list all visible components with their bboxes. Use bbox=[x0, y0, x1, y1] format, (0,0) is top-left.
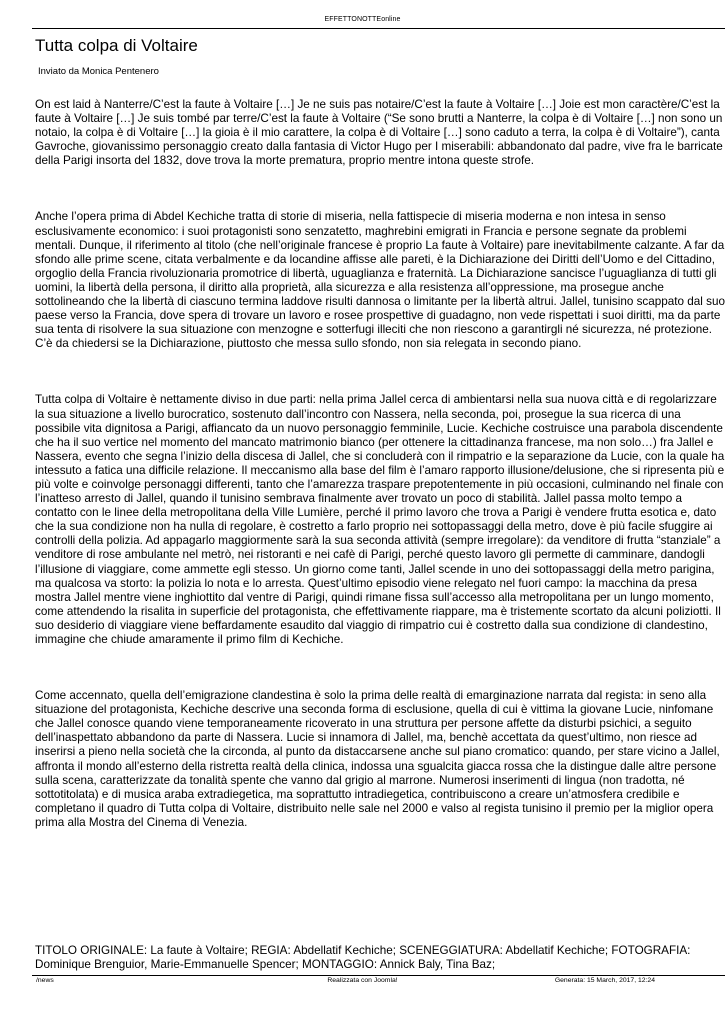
article-byline: Inviato da Monica Pentenero bbox=[38, 66, 159, 77]
footer-generated-date: Generata: 15 March, 2017, 12:24 bbox=[554, 977, 655, 984]
article-paragraph-2: Anche l’opera prima di Abdel Kechiche tratta di storie di miseria, nella fattispecie di miseria moderna e non intesa in senso esclusivamente economico: i suoi protagonisti sono senzatetto, maghrebini emigrati in Francia e persone segnate da problemi mentali. Dunque, il riferimento al titolo (che nell’originale francese è proprio La faute à Voltaire) pare inevitabilmente calzante. A far da sfondo alle prime scene, citata verbalmente e da locandine affisse alle pareti, è la Dichiarazione dei Diritti dell’Uomo e del Cittadino, orgoglio della Francia rivoluzionaria promotrice di libertà, uguaglianza e fraternità. La Dichiarazione sancisce l’uguaglianza di tutti gli uomini, la libertà della persona, il diritto alla proprietà, alla sicurezza e alla resistenza all’oppressione, ma prosegue anche sottolineando che la libertà di ciascuno termina laddove risulti dannosa o limitante per la libertà altrui. Jallel, tunisino scappato dal suo paese verso la Francia, dove spera di trovare un lavoro e rosee prospettive di guadagno, non vede rispettati i suoi diritti, ma da parte sua tenta di risolvere la sua situazione con menzogne e sotterfugi illeciti che non riescono a garantirgli né sicurezza, né protezione. C’è da chiedersi se la Dichiarazione, piuttosto che messa sullo sfondo, non sia relegata in secondo piano. bbox=[35, 210, 725, 351]
article-paragraph-3: Tutta colpa di Voltaire è nettamente diviso in due parti: nella prima Jallel cerca di ambientarsi nella sua nuova città e di regolarizzare la sua situazione a livello burocratico, sostenuto dall’incontro con Nassera, nella seconda, poi, prosegue la sua ricerca di una possibile vita dignitosa a Parigi, affiancato da un nuovo personaggio femminile, Lucie. Kechiche costruisce una parabola discendente che ha il suo vertice nel momento del mancato matrimonio bianco (per ottenere la cittadinanza francese, ma non solo…) fra Jallel e Nassera, evento che segna l’inizio della discesa di Jallel, che si concluderà con il rimpatrio e la separazione da Lucie, con la quale ha intessuto a fatica una difficile relazione. Il meccanismo alla base del film è l’amaro rapporto illusione/delusione, che si ripresenta più e più volte e coinvolge personaggi differenti, tanto che l’amarezza traspare prepotentemente in più occasioni, culminando nel finale con l’inatteso arresto di Jallel, quando il tunisino sembrava finalmente aver trovato un poco di stabilità. Jallel passa molto tempo a contatto con le linee della metropolitana della Ville Lumière, perché il primo lavoro che trova a Parigi è vendere frutta esotica e, dato che la sua condizione non ha nulla di regolare, è costretto a farlo proprio nei sottopassaggi della metro, dove è più facile sfuggire ai controlli della polizia. Ad appagarlo maggiormente sarà la sua seconda attività (sempre irregolare): da venditore di frutta “stanziale” a venditore di rose ambulante nel metrò, nei ristoranti e nei cafè di Parigi, perché questo lavoro gli permette di camminare, dandogli l’illusione di viaggiare, come ammette egli stesso. Un giorno come tanti, Jallel scende in uno dei sottopassaggi della metro parigina, ma qualcosa va storto: la polizia lo nota e lo arresta. Quest’ultimo episodio viene relegato nel fuori campo: la macchina da presa mostra Jallel mentre viene inghiottito dal ventre di Parigi, quindi rimane fissa sull’accesso alla metropolitana per un lungo momento, come attendendo la risalita in superficie del protagonista, che effettivamente riappare, ma è tristemente scortato da alcuni poliziotti. Il suo desiderio di viaggiare viene beffardamente esaudito dal viaggio di rimpatrio cui è costretto dalla sua condizione di clandestino, immagine che chiude amaramente il primo film di Kechiche. bbox=[35, 393, 725, 646]
article-paragraph-1: On est laid à Nanterre/C’est la faute à Voltaire […] Je ne suis pas notaire/C’est la faute à Voltaire […] Joie est mon caractère/C’est la faute à Voltaire […] Je suis tombé par terre/C’est la faute à Voltaire (“Se sono brutti a Nanterre, la colpa è di Voltaire […] non sono un notaio, la colpa è di Voltaire […] la gioia è il mio carattere, la colpa è di Voltaire […] sono caduto a terra, la colpa è di Voltaire”), canta Gavroche, giovanissimo personaggio creato dalla fantasia di Victor Hugo per I miserabili: abbandonato dal padre, vive fra le barricate della Parigi insorta del 1832, dove trova la morte prematura, proprio mentre intona queste strofe. bbox=[35, 98, 723, 168]
article-body bbox=[35, 98, 725, 872]
footer-path: /news bbox=[36, 977, 54, 984]
page-footer bbox=[0, 976, 725, 988]
film-credits: TITOLO ORIGINALE: La faute à Voltaire; REGIA: Abdellatif Kechiche; SCENEGGIATURA: Abdellatif Kechiche; FOTOGRAFIA: Dominique Brenguior, Marie-Emmanuelle Spencer; MONTAGGIO: Annick Baly, Tina Baz; bbox=[35, 944, 691, 971]
article-paragraph-4: Come accennato, quella dell’emigrazione clandestina è solo la prima delle realtà di emarginazione narrata dal regista: in seno alla situazione del protagonista, Kechiche descrive una seconda forma di esclusione, quella di cui è vittima la giovane Lucie, ninfomane che Jallel conosce quando viene temporaneamente ricoverato in una struttura per persone affette da disturbi psichici, a seguito dell’inaspettato abbandono da parte di Nassera. Lucie si innamora di Jallel, ma, benchè accettata da quest’ultimo, non riesce ad inserirsi a pieno nella società che la circonda, al punto da distaccarsene anche sul piano cromatico: quando, per stare vicino a Jallel, affronta il mondo all’esterno della ristretta realtà della clinica, indossa una sgualcita giacca rossa che la distingue dalle altre persone sulla scena, caratterizzate da tonalità spente che vanno dal grigio al marrone. Numerosi inserimenti di lingua (non tradotta, né sottotitolata) e di musica araba extradiegetica, ma soprattutto intradiegetica, contribuiscono a creare un’atmosfera credibile e completano il quadro di Tutta colpa di Voltaire, distribuito nelle sale nel 2000 e valso al regista tunisino il premio per la miglior opera prima alla Mostra del Cinema di Venezia. bbox=[35, 689, 720, 829]
site-name: EFFETTONOTTEonline bbox=[324, 16, 401, 23]
footer-powered-by: Realizzata con Joomla! bbox=[327, 977, 398, 984]
header-divider bbox=[32, 28, 725, 29]
article-title: Tutta colpa di Voltaire bbox=[35, 36, 198, 55]
